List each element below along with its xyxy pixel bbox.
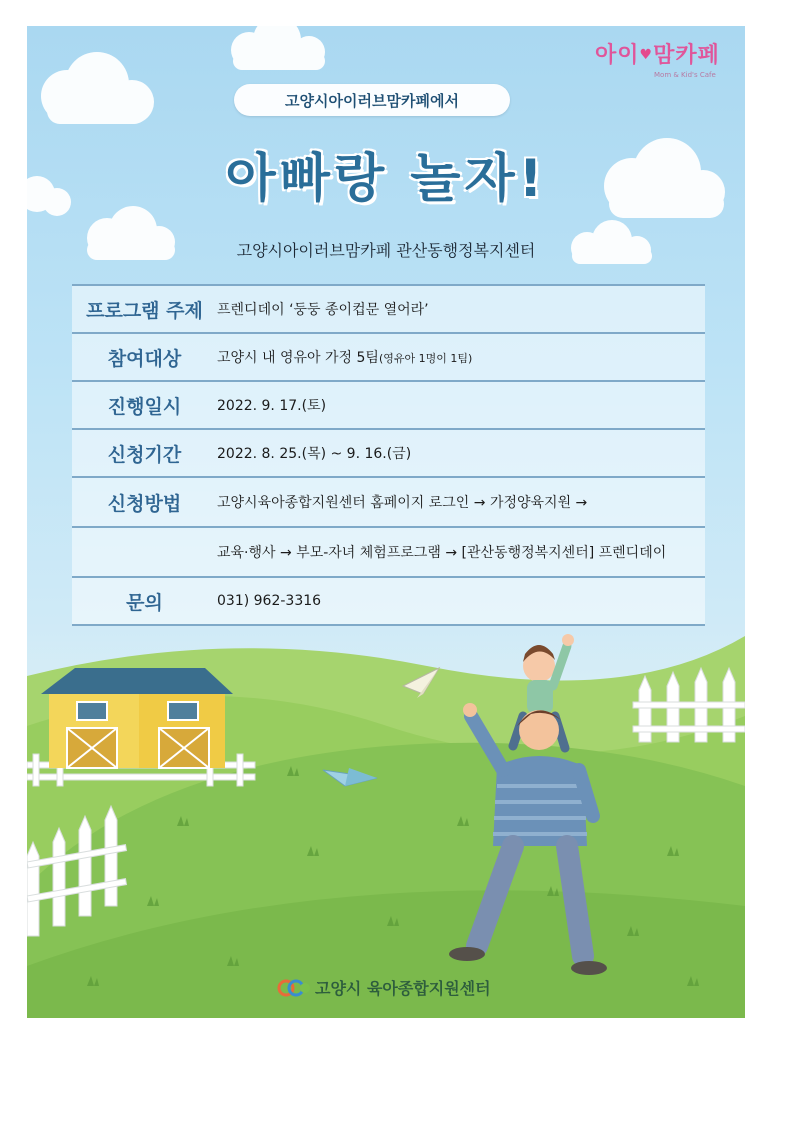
organizers-line: 고양시아이러브맘카페 관산동행정복지센터 [236, 241, 536, 260]
logo-subtitle: Mom & Kid's Cafe [654, 71, 716, 79]
row-value [217, 347, 472, 367]
row-value: 2022. 9. 17.(토) [217, 398, 327, 414]
row-value: 고양시육아종합지원센터 홈페이지 로그인 → 가정양육지원 → [217, 495, 588, 511]
row-apply-method-cont [72, 528, 705, 578]
footer-org-name: 고양시 육아종합지원센터 [315, 979, 491, 998]
row-date [72, 382, 705, 430]
row-value: 031) 962-3316 [217, 593, 322, 609]
page-title: 아빠랑 놀자! [225, 149, 547, 209]
info-table [72, 284, 705, 626]
heart-icon: ♥ [639, 47, 654, 63]
row-label: 신청방법 [107, 492, 182, 515]
footer-logo [277, 976, 491, 999]
logo-text-main: 아이 [595, 43, 640, 68]
row-label: 진행일시 [107, 395, 182, 418]
row-program [72, 284, 705, 334]
barn-house [41, 668, 233, 768]
row-target [72, 334, 705, 382]
row-value: 교육·행사 → 부모-자녀 체험프로그램 → [관산동행정복지센터] 프렌디데이 [217, 545, 667, 561]
row-label: 프로그램 주제 [86, 299, 203, 322]
target-note: (영유아 1명이 1팀) [378, 352, 473, 365]
host-pill: 고양시아이러브맘카페에서 [234, 84, 510, 116]
row-label: 참여대상 [107, 347, 182, 370]
center-logo-icon [277, 977, 311, 999]
target-value: 고양시 내 영유아 가정 5팀 [217, 350, 379, 366]
logo-text-rest: 맘카페 [653, 43, 720, 68]
row-value: 프렌디데이 ‘둥둥 종이컵문 열어라’ [217, 302, 429, 318]
poster [27, 26, 745, 1018]
row-apply-method [72, 478, 705, 528]
row-value: 2022. 8. 25.(목) ~ 9. 16.(금) [217, 446, 412, 462]
row-apply-period [72, 430, 705, 478]
row-label: 신청기간 [107, 443, 182, 466]
row-contact [72, 578, 705, 626]
mom-cafe-logo [595, 38, 735, 86]
row-label: 문의 [126, 591, 163, 614]
